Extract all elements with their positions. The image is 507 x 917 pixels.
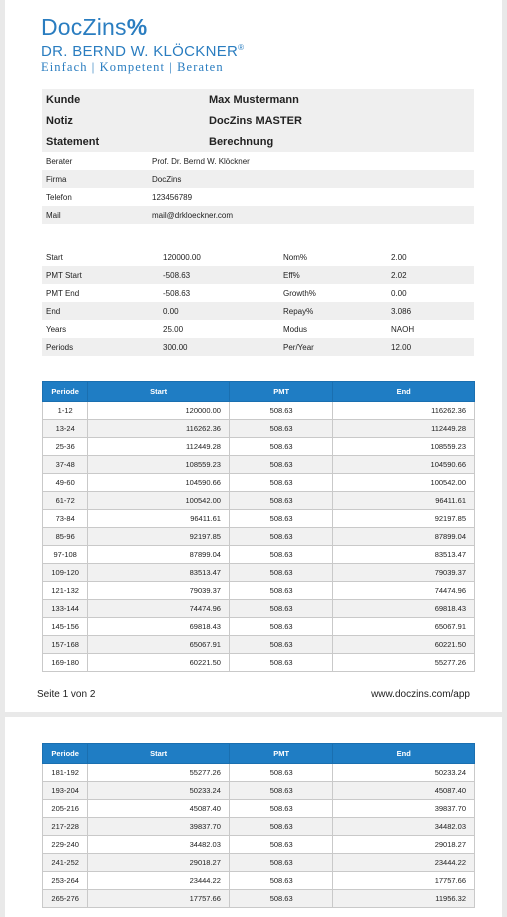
header-value: Max Mustermann xyxy=(209,94,299,106)
table-cell: 108559.23 xyxy=(88,456,230,474)
table-row xyxy=(43,818,475,836)
contact-label: Telefon xyxy=(46,193,72,202)
parameter-label: Per/Year xyxy=(283,343,314,352)
table-cell: 85-96 xyxy=(43,528,88,546)
column-header: Periode xyxy=(43,744,88,764)
table-cell: 17757.66 xyxy=(88,890,230,908)
table-cell: 25-36 xyxy=(43,438,88,456)
parameter-label: Repay% xyxy=(283,307,314,316)
table-cell: 45087.40 xyxy=(333,782,475,800)
table-row xyxy=(43,582,475,600)
table-cell: 34482.03 xyxy=(88,836,230,854)
contact-value: mail@drkloeckner.com xyxy=(152,211,234,220)
contact-row xyxy=(42,152,474,170)
table-cell: 241-252 xyxy=(43,854,88,872)
header-label: Notiz xyxy=(46,115,73,127)
parameter-label: Periods xyxy=(46,343,74,352)
table-cell: 133-144 xyxy=(43,600,88,618)
table-cell: 100542.00 xyxy=(333,474,475,492)
parameter-value: 300.00 xyxy=(163,343,188,352)
table-cell: 37-48 xyxy=(43,456,88,474)
column-header: PMT xyxy=(229,382,332,402)
table-cell: 104590.66 xyxy=(88,474,230,492)
table-cell: 145-156 xyxy=(43,618,88,636)
table-cell: 87899.04 xyxy=(333,528,475,546)
table-row xyxy=(43,654,475,672)
contact-info xyxy=(42,152,474,224)
table-cell: 65067.91 xyxy=(88,636,230,654)
table-row xyxy=(43,836,475,854)
table-cell: 13-24 xyxy=(43,420,88,438)
table-row xyxy=(43,872,475,890)
contact-label: Berater xyxy=(46,157,73,166)
table-cell: 34482.03 xyxy=(333,818,475,836)
table-cell: 121-132 xyxy=(43,582,88,600)
table-cell: 104590.66 xyxy=(333,456,475,474)
website-url: www.doczins.com/app xyxy=(371,689,470,700)
table-cell: 96411.61 xyxy=(88,510,230,528)
table-cell: 508.63 xyxy=(229,872,333,890)
table-cell: 116262.36 xyxy=(88,420,230,438)
page-1 xyxy=(5,0,502,712)
parameter-label: Eff% xyxy=(283,271,300,280)
parameter-value: -508.63 xyxy=(163,289,191,298)
parameter-value: 0.00 xyxy=(391,289,407,298)
table-cell: 73-84 xyxy=(43,510,88,528)
table-cell: 29018.27 xyxy=(333,836,475,854)
table-cell: 508.63 xyxy=(229,654,332,672)
table-cell: 92197.85 xyxy=(88,528,230,546)
table-cell: 265-276 xyxy=(43,890,88,908)
table-cell: 109-120 xyxy=(43,564,88,582)
column-header: PMT xyxy=(229,744,333,764)
contact-row xyxy=(42,206,474,224)
table-cell: 23444.22 xyxy=(333,854,475,872)
parameter-label: Nom% xyxy=(283,253,308,262)
table-cell: 508.63 xyxy=(229,402,332,420)
table-cell: 508.63 xyxy=(229,564,332,582)
header-label: Statement xyxy=(46,136,100,148)
parameter-row xyxy=(42,302,474,320)
table-cell: 92197.85 xyxy=(333,510,475,528)
doczins-logo xyxy=(41,14,244,74)
parameter-value: 0.00 xyxy=(163,307,179,316)
header-value: DocZins MASTER xyxy=(209,115,302,127)
parameter-label: End xyxy=(46,307,61,316)
table-cell: 229-240 xyxy=(43,836,88,854)
table-cell: 508.63 xyxy=(229,636,332,654)
table-cell: 217-228 xyxy=(43,818,88,836)
table-row xyxy=(43,528,475,546)
table-header-row xyxy=(43,744,475,764)
table-row xyxy=(43,474,475,492)
header-info xyxy=(42,89,474,152)
contact-row xyxy=(42,170,474,188)
table-cell: 11956.32 xyxy=(333,890,475,908)
registered-mark: ® xyxy=(238,43,245,52)
page-2 xyxy=(5,717,502,917)
parameter-label: PMT Start xyxy=(46,271,82,280)
table-cell: 508.63 xyxy=(229,818,333,836)
contact-value: Prof. Dr. Bernd W. Klöckner xyxy=(152,157,250,166)
table-row xyxy=(43,854,475,872)
table-cell: 69818.43 xyxy=(88,618,230,636)
contact-value: DocZins xyxy=(152,175,182,184)
table-row xyxy=(43,800,475,818)
table-cell: 120000.00 xyxy=(88,402,230,420)
table-cell: 29018.27 xyxy=(88,854,230,872)
header-value: Berechnung xyxy=(209,136,274,148)
table-row xyxy=(43,492,475,510)
table-cell: 97-108 xyxy=(43,546,88,564)
table-cell: 23444.22 xyxy=(88,872,230,890)
table-row xyxy=(43,636,475,654)
table-row xyxy=(43,546,475,564)
table-row xyxy=(43,510,475,528)
parameter-row xyxy=(42,320,474,338)
table-cell: 508.63 xyxy=(229,890,333,908)
table-row xyxy=(43,782,475,800)
table-cell: 116262.36 xyxy=(333,402,475,420)
table-cell: 39837.70 xyxy=(88,818,230,836)
table-cell: 50233.24 xyxy=(333,764,475,782)
header-row xyxy=(42,131,474,152)
header-label: Kunde xyxy=(46,94,81,106)
table-cell: 60221.50 xyxy=(88,654,230,672)
page-number: Seite 1 von 2 xyxy=(37,689,96,700)
table-cell: 83513.47 xyxy=(333,546,475,564)
table-cell: 157-168 xyxy=(43,636,88,654)
table-header-row xyxy=(43,382,475,402)
parameter-row xyxy=(42,284,474,302)
table-cell: 1-12 xyxy=(43,402,88,420)
column-header: Start xyxy=(88,382,230,402)
parameter-row xyxy=(42,338,474,356)
table-cell: 508.63 xyxy=(229,618,332,636)
table-cell: 39837.70 xyxy=(333,800,475,818)
table-cell: 17757.66 xyxy=(333,872,475,890)
table-cell: 193-204 xyxy=(43,782,88,800)
table-cell: 112449.28 xyxy=(333,420,475,438)
table-row xyxy=(43,420,475,438)
table-cell: 508.63 xyxy=(229,782,333,800)
table-cell: 169-180 xyxy=(43,654,88,672)
header-row xyxy=(42,110,474,131)
amortization-table-page-1 xyxy=(42,381,475,672)
parameter-value: 25.00 xyxy=(163,325,184,334)
table-cell: 100542.00 xyxy=(88,492,230,510)
parameter-label: Modus xyxy=(283,325,308,334)
amortization-table-page-2 xyxy=(42,743,475,908)
column-header: End xyxy=(333,382,475,402)
table-row xyxy=(43,600,475,618)
table-cell: 108559.23 xyxy=(333,438,475,456)
table-row xyxy=(43,564,475,582)
table-cell: 253-264 xyxy=(43,872,88,890)
table-row xyxy=(43,618,475,636)
table-cell: 74474.96 xyxy=(333,582,475,600)
table-cell: 96411.61 xyxy=(333,492,475,510)
table-cell: 50233.24 xyxy=(88,782,230,800)
table-cell: 112449.28 xyxy=(88,438,230,456)
table-cell: 508.63 xyxy=(229,492,332,510)
table-cell: 61-72 xyxy=(43,492,88,510)
table-row xyxy=(43,890,475,908)
logo-author-text: DR. BERND W. KLÖCKNER xyxy=(41,43,239,60)
table-cell: 87899.04 xyxy=(88,546,230,564)
parameter-label: Start xyxy=(46,253,63,262)
table-cell: 508.63 xyxy=(229,456,332,474)
contact-value: 123456789 xyxy=(152,193,193,202)
column-header: Periode xyxy=(43,382,88,402)
contact-label: Mail xyxy=(46,211,61,220)
table-cell: 508.63 xyxy=(229,836,333,854)
table-cell: 508.63 xyxy=(229,582,332,600)
column-header: End xyxy=(333,744,475,764)
table-cell: 60221.50 xyxy=(333,636,475,654)
parameter-value: 3.086 xyxy=(391,307,412,316)
parameter-label: PMT End xyxy=(46,289,80,298)
table-cell: 508.63 xyxy=(229,546,332,564)
column-header: Start xyxy=(88,744,230,764)
table-cell: 508.63 xyxy=(229,764,333,782)
logo-slogan: Einfach | Kompetent | Beraten xyxy=(41,60,224,74)
logo-author xyxy=(41,40,244,60)
table-cell: 83513.47 xyxy=(88,564,230,582)
table-cell: 79039.37 xyxy=(333,564,475,582)
table-cell: 508.63 xyxy=(229,800,333,818)
parameter-value: -508.63 xyxy=(163,271,191,280)
header-row xyxy=(42,89,474,110)
table-cell: 55277.26 xyxy=(333,654,475,672)
table-cell: 508.63 xyxy=(229,600,332,618)
parameter-value: NAOH xyxy=(391,325,415,334)
contact-label: Firma xyxy=(46,175,67,184)
table-cell: 508.63 xyxy=(229,510,332,528)
parameter-label: Years xyxy=(46,325,67,334)
table-cell: 205-216 xyxy=(43,800,88,818)
table-cell: 45087.40 xyxy=(88,800,230,818)
table-cell: 74474.96 xyxy=(88,600,230,618)
percent-icon: % xyxy=(126,14,148,40)
parameter-value: 120000.00 xyxy=(163,253,201,262)
table-cell: 49-60 xyxy=(43,474,88,492)
logo-brand-text: DocZins xyxy=(41,14,127,40)
contact-row xyxy=(42,188,474,206)
table-row xyxy=(43,456,475,474)
table-cell: 508.63 xyxy=(229,528,332,546)
table-row xyxy=(43,438,475,456)
table-cell: 508.63 xyxy=(229,438,332,456)
table-cell: 508.63 xyxy=(229,474,332,492)
table-cell: 508.63 xyxy=(229,854,333,872)
parameter-value: 12.00 xyxy=(391,343,412,352)
loan-parameters xyxy=(42,248,474,356)
table-cell: 181-192 xyxy=(43,764,88,782)
logo-brand xyxy=(41,14,244,40)
parameter-value: 2.00 xyxy=(391,253,407,262)
table-cell: 55277.26 xyxy=(88,764,230,782)
table-cell: 69818.43 xyxy=(333,600,475,618)
parameter-value: 2.02 xyxy=(391,271,407,280)
parameter-row xyxy=(42,248,474,266)
parameter-row xyxy=(42,266,474,284)
table-row xyxy=(43,764,475,782)
table-cell: 65067.91 xyxy=(333,618,475,636)
parameter-label: Growth% xyxy=(283,289,316,298)
table-cell: 79039.37 xyxy=(88,582,230,600)
table-row xyxy=(43,402,475,420)
table-cell: 508.63 xyxy=(229,420,332,438)
